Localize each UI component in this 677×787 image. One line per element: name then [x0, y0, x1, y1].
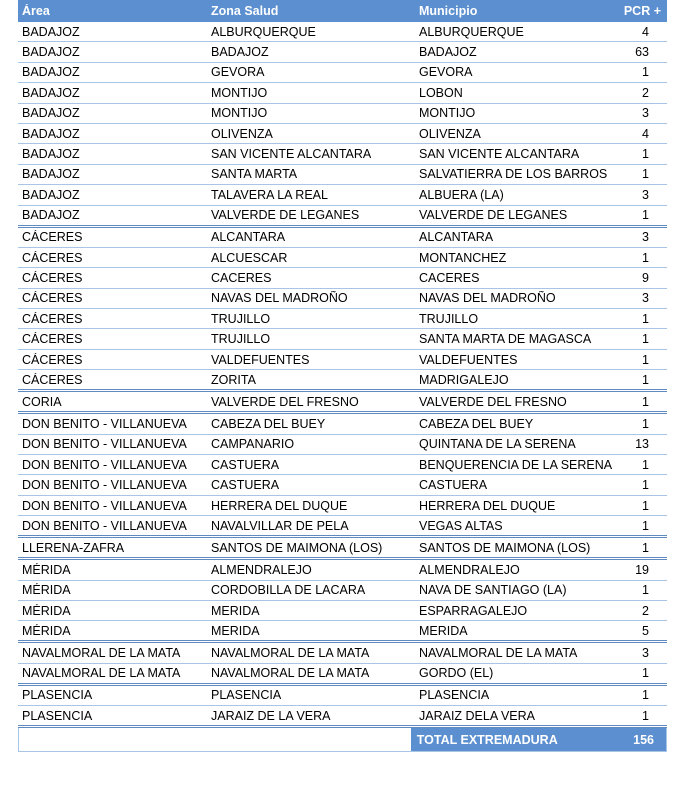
cell-zona-salud: NAVAS DEL MADROÑO	[211, 291, 348, 306]
table-body	[18, 22, 667, 728]
cell-pcr: 19	[635, 562, 649, 577]
cell-area: DON BENITO - VILLANUEVA	[22, 437, 187, 452]
total-value: 156	[614, 728, 666, 751]
cell-area: BADAJOZ	[22, 106, 80, 121]
cell-pcr: 9	[642, 270, 649, 285]
cell-zona-salud: CORDOBILLA DE LACARA	[211, 583, 366, 598]
table-row	[18, 144, 667, 164]
cell-zona-salud: ALMENDRALEJO	[211, 562, 312, 577]
cell-pcr: 4	[642, 126, 649, 141]
cell-pcr: 1	[642, 498, 649, 513]
pcr-table	[18, 0, 667, 752]
cell-pcr: 4	[642, 24, 649, 39]
cell-area: LLERENA-ZAFRA	[22, 540, 125, 555]
total-row	[18, 728, 667, 752]
cell-municipio: ESPARRAGALEJO	[419, 603, 528, 618]
cell-pcr: 1	[642, 208, 649, 223]
table-row	[18, 475, 667, 495]
cell-zona-salud: CASTUERA	[211, 457, 280, 472]
cell-municipio: NAVAS DEL MADROÑO	[419, 291, 556, 306]
cell-zona-salud: PLASENCIA	[211, 688, 282, 703]
cell-zona-salud: VALDEFUENTES	[211, 352, 310, 367]
table-row	[18, 560, 667, 580]
cell-area: DON BENITO - VILLANUEVA	[22, 498, 187, 513]
cell-municipio: VALVERDE DEL FRESNO	[419, 394, 567, 409]
table-row	[18, 289, 667, 309]
table-row	[18, 22, 667, 42]
table-row	[18, 686, 667, 706]
cell-zona-salud: NAVALVILLAR DE PELA	[211, 518, 349, 533]
cell-zona-salud: SANTOS DE MAIMONA (LOS)	[211, 540, 383, 555]
table-row	[18, 329, 667, 349]
cell-zona-salud: CAMPANARIO	[211, 437, 295, 452]
cell-area: BADAJOZ	[22, 187, 80, 202]
cell-area: BADAJOZ	[22, 24, 80, 39]
table-row	[18, 538, 667, 560]
cell-municipio: TRUJILLO	[419, 311, 479, 326]
cell-area: DON BENITO - VILLANUEVA	[22, 518, 187, 533]
cell-zona-salud: ALBURQUERQUE	[211, 24, 316, 39]
table-row	[18, 392, 667, 414]
cell-zona-salud: TRUJILLO	[211, 332, 271, 347]
cell-zona-salud: ALCANTARA	[211, 230, 286, 245]
header-area: Área	[22, 4, 50, 18]
cell-pcr: 1	[642, 311, 649, 326]
cell-municipio: MADRIGALEJO	[419, 372, 509, 387]
cell-municipio: GEVORA	[419, 65, 473, 80]
table-row	[18, 185, 667, 205]
cell-pcr: 3	[642, 646, 649, 661]
cell-area: DON BENITO - VILLANUEVA	[22, 457, 187, 472]
cell-zona-salud: BADAJOZ	[211, 45, 269, 60]
cell-area: CÁCERES	[22, 332, 83, 347]
cell-zona-salud: CABEZA DEL BUEY	[211, 416, 326, 431]
table-row	[18, 309, 667, 329]
cell-area: NAVALMORAL DE LA MATA	[22, 666, 181, 681]
cell-pcr: 1	[642, 352, 649, 367]
cell-municipio: BADAJOZ	[419, 45, 477, 60]
cell-pcr: 1	[642, 394, 649, 409]
cell-area: CÁCERES	[22, 372, 83, 387]
cell-pcr: 1	[642, 250, 649, 265]
cell-municipio: HERRERA DEL DUQUE	[419, 498, 556, 513]
table-row	[18, 435, 667, 455]
cell-pcr: 1	[642, 666, 649, 681]
table-row	[18, 601, 667, 621]
cell-municipio: MONTIJO	[419, 106, 476, 121]
cell-pcr: 1	[642, 65, 649, 80]
cell-municipio: CASTUERA	[419, 478, 488, 493]
cell-municipio: VALDEFUENTES	[419, 352, 518, 367]
cell-area: CÁCERES	[22, 291, 83, 306]
cell-zona-salud: TRUJILLO	[211, 311, 271, 326]
cell-pcr: 1	[642, 332, 649, 347]
cell-municipio: VALVERDE DE LEGANES	[419, 208, 568, 223]
cell-pcr: 13	[635, 437, 649, 452]
cell-area: CÁCERES	[22, 270, 83, 285]
cell-municipio: SANTA MARTA DE MAGASCA	[419, 332, 592, 347]
cell-pcr: 1	[642, 416, 649, 431]
total-blank	[19, 728, 411, 751]
cell-municipio: SAN VICENTE ALCANTARA	[419, 147, 580, 162]
cell-pcr: 1	[642, 167, 649, 182]
table-row	[18, 248, 667, 268]
cell-zona-salud: ALCUESCAR	[211, 250, 288, 265]
cell-zona-salud: OLIVENZA	[211, 126, 273, 141]
cell-municipio: ALMENDRALEJO	[419, 562, 520, 577]
cell-municipio: CACERES	[419, 270, 480, 285]
table-row	[18, 581, 667, 601]
cell-zona-salud: CACERES	[211, 270, 272, 285]
table-row	[18, 516, 667, 538]
cell-municipio: MONTANCHEZ	[419, 250, 507, 265]
cell-municipio: BENQUERENCIA DE LA SERENA	[419, 457, 613, 472]
cell-area: CÁCERES	[22, 230, 83, 245]
cell-pcr: 3	[642, 230, 649, 245]
table-row	[18, 496, 667, 516]
cell-area: MÉRIDA	[22, 623, 71, 638]
cell-zona-salud: JARAIZ DE LA VERA	[211, 708, 331, 723]
table-row	[18, 370, 667, 392]
cell-pcr: 1	[642, 478, 649, 493]
cell-zona-salud: SAN VICENTE ALCANTARA	[211, 147, 372, 162]
header-zona-salud: Zona Salud	[211, 4, 279, 18]
cell-area: DON BENITO - VILLANUEVA	[22, 416, 187, 431]
cell-pcr: 3	[642, 291, 649, 306]
cell-area: DON BENITO - VILLANUEVA	[22, 478, 187, 493]
cell-municipio: ALBURQUERQUE	[419, 24, 524, 39]
cell-area: CÁCERES	[22, 311, 83, 326]
cell-zona-salud: CASTUERA	[211, 478, 280, 493]
cell-zona-salud: VALVERDE DE LEGANES	[211, 208, 360, 223]
cell-area: BADAJOZ	[22, 45, 80, 60]
table-row	[18, 455, 667, 475]
table-row	[18, 414, 667, 434]
table-row	[18, 124, 667, 144]
table-row	[18, 165, 667, 185]
table-row	[18, 206, 667, 228]
table-row	[18, 228, 667, 248]
cell-municipio: ALBUERA (LA)	[419, 187, 504, 202]
cell-area: MÉRIDA	[22, 603, 71, 618]
cell-area: BADAJOZ	[22, 208, 80, 223]
header-pcr: PCR +	[623, 4, 661, 18]
cell-municipio: GORDO (EL)	[419, 666, 494, 681]
cell-municipio: NAVALMORAL DE LA MATA	[419, 646, 578, 661]
cell-zona-salud: NAVALMORAL DE LA MATA	[211, 666, 370, 681]
header-municipio: Municipio	[419, 4, 478, 18]
cell-zona-salud: GEVORA	[211, 65, 265, 80]
cell-municipio: ALCANTARA	[419, 230, 494, 245]
cell-municipio: LOBON	[419, 85, 463, 100]
cell-area: BADAJOZ	[22, 147, 80, 162]
cell-municipio: PLASENCIA	[419, 688, 490, 703]
cell-zona-salud: ZORITA	[211, 372, 256, 387]
table-row	[18, 350, 667, 370]
cell-pcr: 5	[642, 623, 649, 638]
table-row	[18, 643, 667, 663]
cell-area: BADAJOZ	[22, 126, 80, 141]
total-label: TOTAL EXTREMADURA	[411, 728, 614, 751]
cell-zona-salud: HERRERA DEL DUQUE	[211, 498, 348, 513]
cell-pcr: 63	[635, 45, 649, 60]
cell-pcr: 1	[642, 540, 649, 555]
cell-municipio: SALVATIERRA DE LOS BARROS	[419, 167, 608, 182]
table-row	[18, 83, 667, 103]
cell-zona-salud: SANTA MARTA	[211, 167, 298, 182]
cell-zona-salud: MONTIJO	[211, 85, 268, 100]
cell-pcr: 1	[642, 372, 649, 387]
cell-pcr: 2	[642, 85, 649, 100]
cell-area: CORIA	[22, 394, 62, 409]
cell-municipio: SANTOS DE MAIMONA (LOS)	[419, 540, 591, 555]
cell-municipio: MERIDA	[419, 623, 468, 638]
cell-area: CÁCERES	[22, 250, 83, 265]
cell-pcr: 1	[642, 147, 649, 162]
cell-pcr: 1	[642, 708, 649, 723]
table-row	[18, 664, 667, 686]
cell-pcr: 1	[642, 688, 649, 703]
cell-area: MÉRIDA	[22, 583, 71, 598]
cell-pcr: 3	[642, 106, 649, 121]
cell-area: PLASENCIA	[22, 708, 93, 723]
cell-municipio: QUINTANA DE LA SERENA	[419, 437, 576, 452]
cell-municipio: VEGAS ALTAS	[419, 518, 503, 533]
cell-area: BADAJOZ	[22, 85, 80, 100]
cell-area: BADAJOZ	[22, 167, 80, 182]
table-row	[18, 104, 667, 124]
cell-municipio: JARAIZ DELA VERA	[419, 708, 536, 723]
cell-area: CÁCERES	[22, 352, 83, 367]
table-row	[18, 268, 667, 288]
cell-pcr: 1	[642, 457, 649, 472]
cell-pcr: 1	[642, 518, 649, 533]
cell-area: BADAJOZ	[22, 65, 80, 80]
cell-pcr: 2	[642, 603, 649, 618]
cell-area: PLASENCIA	[22, 688, 93, 703]
cell-area: MÉRIDA	[22, 562, 71, 577]
table-row	[18, 42, 667, 62]
cell-pcr: 3	[642, 187, 649, 202]
cell-zona-salud: MONTIJO	[211, 106, 268, 121]
cell-municipio: CABEZA DEL BUEY	[419, 416, 534, 431]
cell-pcr: 1	[642, 583, 649, 598]
cell-area: NAVALMORAL DE LA MATA	[22, 646, 181, 661]
table-row	[18, 63, 667, 83]
table-header	[18, 0, 667, 22]
table-row	[18, 621, 667, 643]
cell-zona-salud: MERIDA	[211, 623, 260, 638]
cell-zona-salud: MERIDA	[211, 603, 260, 618]
cell-zona-salud: VALVERDE DEL FRESNO	[211, 394, 359, 409]
table-row	[18, 706, 667, 728]
cell-municipio: OLIVENZA	[419, 126, 481, 141]
cell-zona-salud: NAVALMORAL DE LA MATA	[211, 646, 370, 661]
cell-zona-salud: TALAVERA LA REAL	[211, 187, 328, 202]
cell-municipio: NAVA DE SANTIAGO (LA)	[419, 583, 567, 598]
